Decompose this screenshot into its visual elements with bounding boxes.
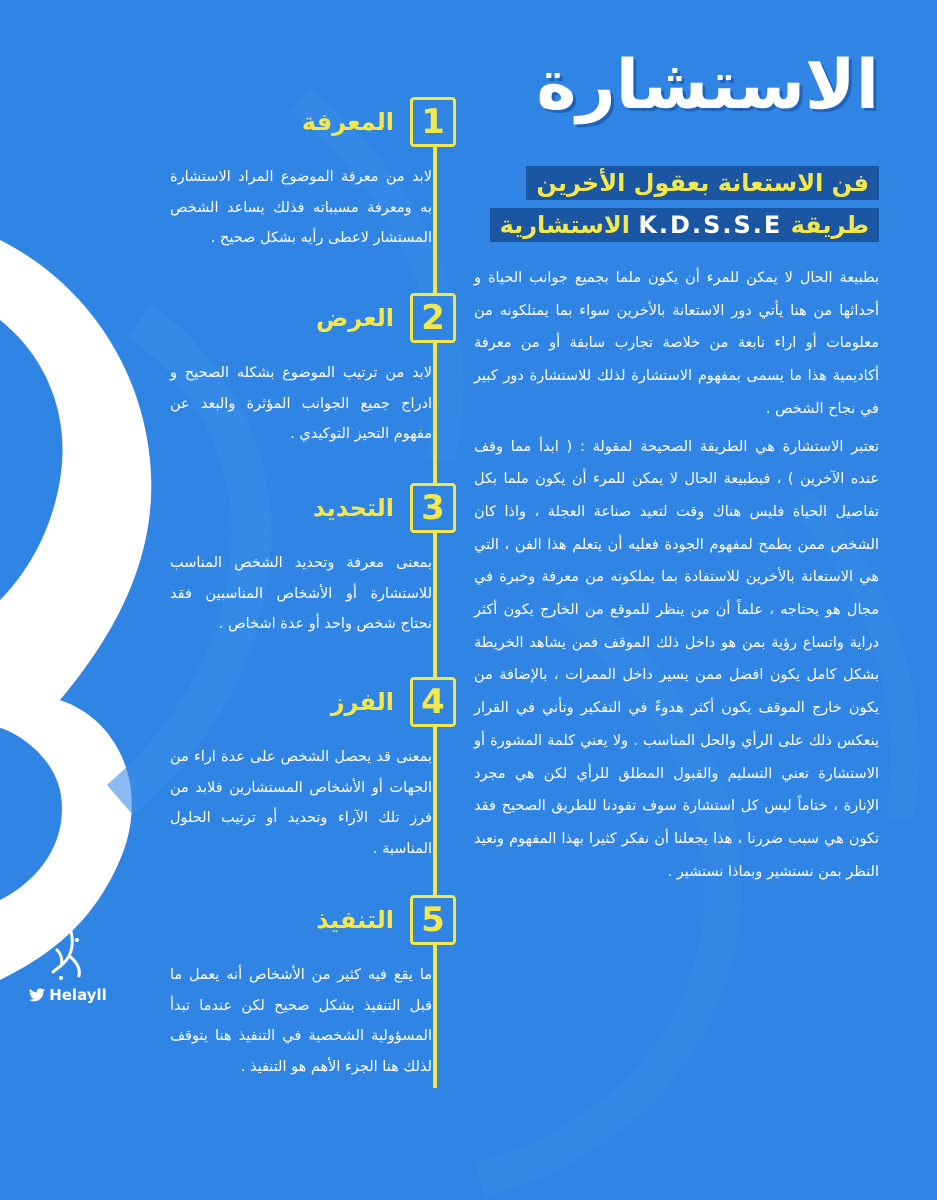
subtitle-line-2-post: الاستشارية [499, 211, 630, 239]
step-5-number: 5 [410, 895, 456, 945]
step-1-header [170, 96, 456, 148]
step-5-title: التنفيذ [316, 906, 394, 934]
step-5 [170, 894, 456, 1082]
step-1-number: 1 [410, 97, 456, 147]
step-2 [170, 292, 456, 450]
subtitle-line-2 [490, 208, 879, 242]
paragraph-intro: بطبيعة الحال لا يمكن للمرء أن يكون ملما بجميع جوانب الحياة و أحداثها من هنا يأتي دور الاستعانة بالأخرين سواء بما يمتلكونه من معلومات أو اراء نابعة من خلاصة تجارب سابقة أو من معرفة أكاديمية هذا ما يسمى بمفهوم الاستشارة لذلك للاستشارة دور كبير في نجاح الشخص . [474, 270, 879, 417]
twitter-handle-text: Helayll [49, 986, 107, 1004]
twitter-handle[interactable] [18, 986, 118, 1004]
step-2-header [170, 292, 456, 344]
main-body-text [474, 262, 879, 893]
step-4-text: بمعنى قد يحصل الشخص على عدة اراء من الجهات أو الأشخاص المستشارين فلابد من فرز تلك الآراء وتحديد أو ترتيب الحلول المناسبة . [170, 749, 432, 857]
step-3-title: التحديد [312, 494, 394, 522]
step-2-text: لابد من ترتيب الموضوع بشكله الصحيح و ادراج جميع الجوانب المؤثرة والبعد عن مفهوم التحيز التوكيدي . [170, 365, 432, 442]
subtitle-line-2-acronym: K.D.S.S.E [638, 211, 783, 239]
step-1-text: لابد من معرفة الموضوع المراد الاستشارة به ومعرفة مسبباته فذلك يساعد الشخص المستشار لاعطى رأيه بشكل صحيح . [170, 169, 432, 246]
step-4-number: 4 [410, 677, 456, 727]
step-3-text: بمعنى معرفة وتحديد الشخص المناسب للاستشارة أو الأشخاص المناسبين فقد نحتاج شخص واحد أو عدة اشخاص . [170, 555, 432, 632]
subtitle-line-2-pre: طريقة [790, 211, 869, 239]
step-2-title: العرض [316, 304, 394, 332]
logo-calligraphy-icon [43, 920, 93, 982]
step-4-title: الفرز [330, 688, 394, 716]
step-5-header [170, 894, 456, 946]
twitter-bird-icon [29, 988, 45, 1002]
step-2-number: 2 [410, 293, 456, 343]
paragraph-main: تعتبر الاستشارة هي الطريقة الصحيحة لمقولة : ( ابدأ مما وقف عنده الآخرين ) ، فبطبيعة الحال لا يمكن للمرء أن يكون ملما بكل تفاصيل الحياة فليس هناك وقت لتعيد صناعة العجلة ، واذا كان الشخص ممن يطمح لمفهوم الجودة فعليه أن يتعلم هذا الفن ، التي هي الاستعانة بالأخرين للاستفادة بما يملكونه من معرفة وخبرة في مجال هو يحتاجه ، علماً أن من ينظر للموقع من الخارج يكون أكثر دراية واتساع رؤية بمن هو داخل ذلك الموقف فمن يشاهد الخريطة بشكل كامل يكون افضل ممن يسير داخل الممرات ، بالإضافة من يكون خارج الموقف يكون أكثر هدوءً في التفكير وتأني في القرار ينعكس ذلك على الرأي والحل المناسب . ولا يعني كلمة المشورة أو الاستشارة تعني التسليم والقبول المطلق للرأي لكن هي مجرد الإنارة ، ختاماً ليس كل استشارة سوف تقودنا للطريق الصحيح فقد تكون هي سبب ضررنا ، هذا يجعلنا أن نفكر كثيرا بهذا المفهوم ونعيد النظر بمن نستشير وبماذا نستشير . [474, 438, 879, 880]
brand-logo [18, 920, 118, 1004]
step-3-header [170, 482, 456, 534]
step-3 [170, 482, 456, 640]
subtitle-line-1: فن الاستعانة بعقول الأخرين [526, 166, 879, 200]
step-4-header [170, 676, 456, 728]
step-4 [170, 676, 456, 864]
page-title: الاستشارة [536, 46, 879, 125]
step-1-title: المعرفة [301, 108, 394, 136]
step-3-number: 3 [410, 483, 456, 533]
step-5-text: ما يقع فيه كثير من الأشخاص أنه يعمل ما قبل التنفيذ بشكل صحيح لكن عندما تبدأ المسؤولية الشخصية في التنفيذ هنا يتوقف لذلك هنا الجزء الأهم هو التنفيذ . [170, 967, 432, 1075]
step-1 [170, 96, 456, 254]
